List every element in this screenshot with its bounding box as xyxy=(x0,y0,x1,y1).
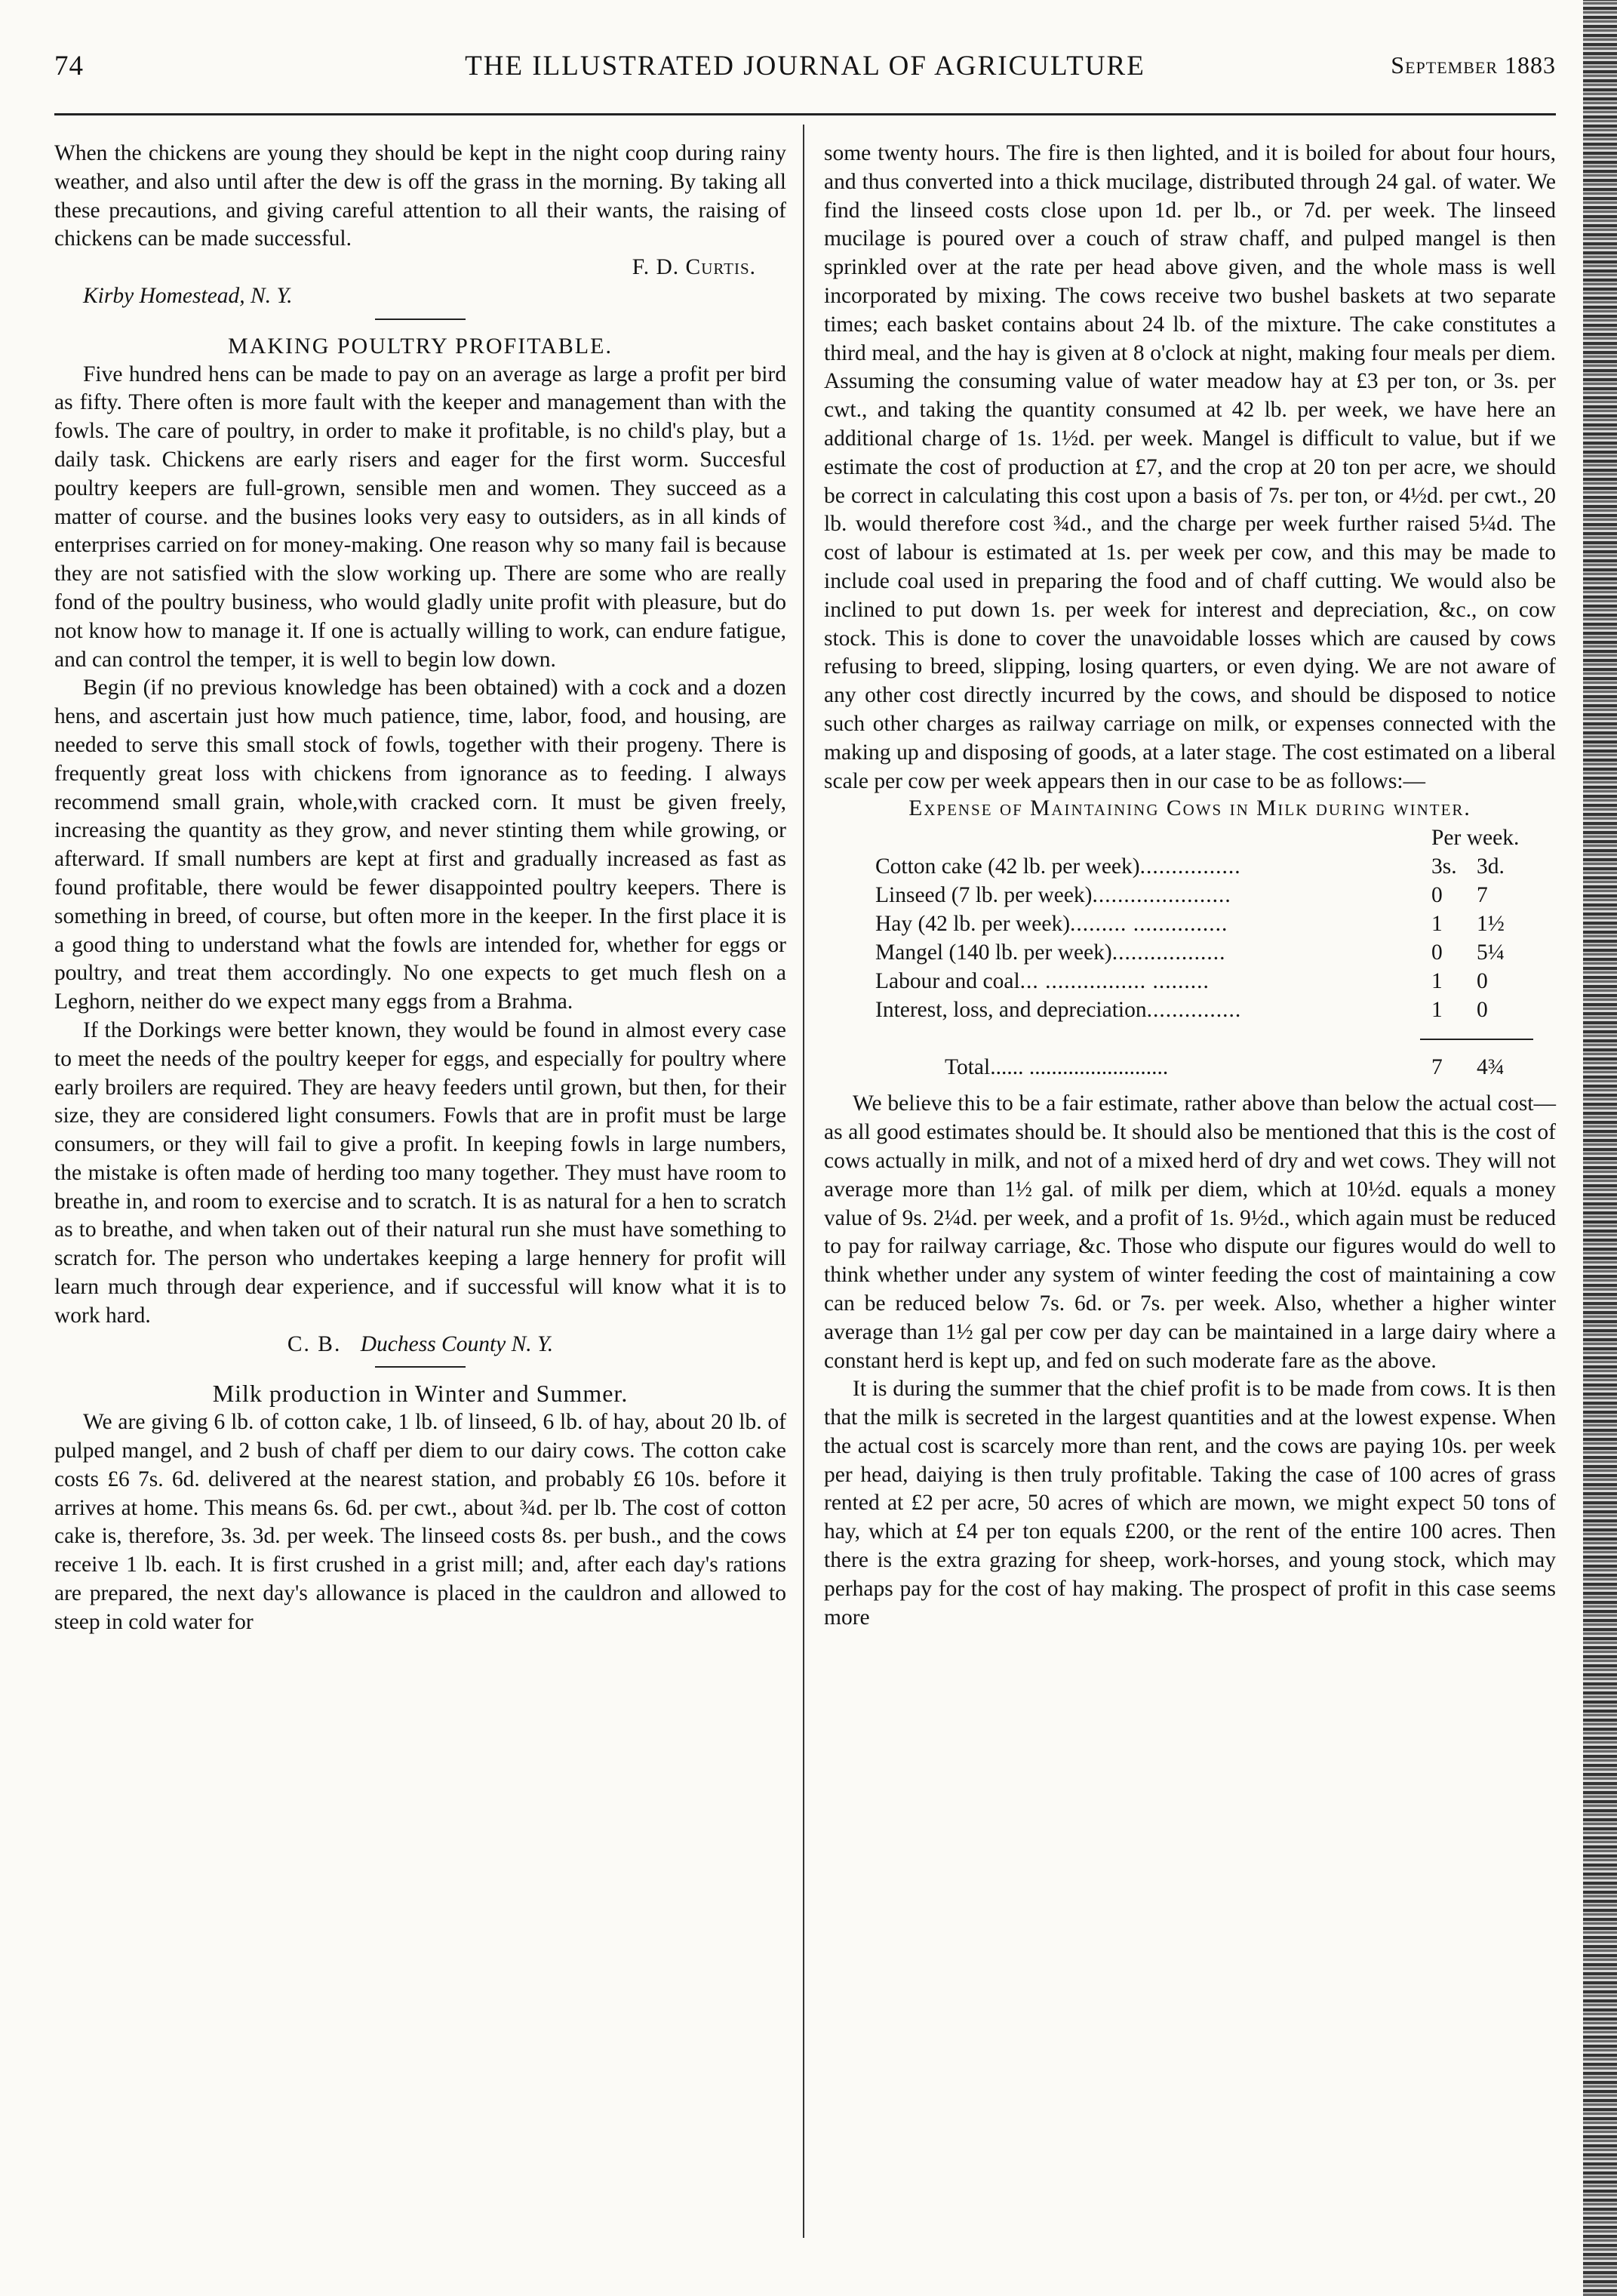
table-item: Labour and coal xyxy=(875,969,1020,994)
page-number: 74 xyxy=(54,51,84,82)
section-heading-poultry: MAKING POULTRY PROFITABLE. xyxy=(228,333,613,359)
table-row xyxy=(824,968,1556,996)
journal-title: THE ILLUSTRATED JOURNAL OF AGRICULTURE xyxy=(465,51,1145,82)
table-row xyxy=(824,939,1556,968)
table-leader-dots: ......... ............... xyxy=(1070,912,1228,937)
table-item: Interest, loss, and depreciation xyxy=(875,998,1147,1023)
left-column xyxy=(54,140,786,1637)
table-leader-dots: ................ xyxy=(1139,854,1241,879)
table-total-shillings: 7 xyxy=(1431,1055,1443,1080)
byline-location: Duchess County N. Y. xyxy=(360,1331,554,1356)
body-paragraph: Begin (if no previous knowledge has been obtained) with a cock and a dozen hens, and ascertain just how much patience, time, labor, food, and housing, are needed to serve this small stock of fowls, together with their progeny. There is frequently great loss with chickens from ignorance as to feeding. I always recommend small grain, whole,with cracked corn. It must be given freely, increasing the quantity as they grow, and never stinting them while growing, or afterward. If small numbers are kept at first and gradually increased as fast as found profitable, there would be fewer disappointed poultry keepers. There is something in breed, of course, but often more in the keeper. In the first place it is a good thing to understand what the fowls are intended for, whether for eggs or poultry, and treat them accordingly. No one expects to get much flesh on a Leghorn, neither do we expect many eggs from a Brahma. xyxy=(54,676,786,1014)
table-row xyxy=(824,910,1556,939)
table-total-rule-row xyxy=(824,1025,1556,1054)
table-row xyxy=(824,882,1556,910)
table-leader-dots: ............... xyxy=(1146,998,1242,1023)
body-paragraph: We believe this to be a fair estimate, rather above than below the actual cost—as all good estimates should be. It should also be mentioned that this is the cost of cows actually in milk, and not of a mixed herd of dry and wet cows. They will not average more than 1½ gal. of milk per diem, which at 10½d. equals a money value of 9s. 2¼d. per week, and a profit of 1s. 9½d., which again must be reduced to pay for railway carriage, &c. Those who dispute our figures would do well to think whether under any system of winter feeding the cost of maintaining a cow can be reduced below 7s. 6d. or 7s. per week. Also, whether a higher winter average than 1½ gal per cow per day can be maintained in a large dairy where a constant herd is kept up, and fed on such moderate fare as the above. xyxy=(824,1091,1556,1373)
section-rule xyxy=(375,319,466,320)
table-pence: 7 xyxy=(1477,883,1488,908)
body-paragraph: We are giving 6 lb. of cotton cake, 1 lb. of linseed, 6 lb. of hay, about 20 lb. of pulped mangel, and 2 bush of chaff per diem to our dairy cows. The cotton cake costs £6 7s. 6d. delivered at the nearest station, and probably £6 10s. before it arrives at home. This means 6s. 6d. per cwt., about ¾d. per lb. The cost of cotton cake is, therefore, 3s. 3d. per week. The linseed costs 8s. per bush., and the cows receive 1 lb. each. It is first crushed in a grist mill; and, after each day's rations are prepared, the next day's allowance is placed in the cauldron and allowed to steep in cold water for xyxy=(54,1410,786,1634)
page-edge-binding xyxy=(1583,0,1617,2296)
table-header-row xyxy=(824,824,1556,853)
table-shillings: 1 xyxy=(1431,969,1443,994)
table-pence: 3d. xyxy=(1477,854,1505,879)
table-shillings: 3s. xyxy=(1431,854,1457,879)
table-shillings: 1 xyxy=(1431,998,1443,1023)
intro-paragraph: When the chickens are young they should be kept in the night coop during rainy weather, and also until after the dew is off the grass in the morning. By taking all these precautions, and giving careful attention to all their wants, the raising of chickens can be made successful. xyxy=(54,141,786,251)
table-leader-dots: ...................... xyxy=(1092,883,1231,908)
table-total-rule xyxy=(1420,1039,1533,1040)
table-header-per-week: Per week. xyxy=(1431,826,1520,851)
table-leader-dots: ...... ......................... xyxy=(990,1055,1169,1080)
body-paragraph: If the Dorkings were better known, they would be found in almost every case to meet the needs of the poultry keeper for eggs, and especially for poultry where early broilers are required. They are heavy feeders until grown, but then, for their size, they are considered light consumers. Fowls that are in profit must be large consumers, or they will fail to give a profit. In keeping fowls in large numbers, the mistake is often made of herding too many together. They must have room to breathe in, and room to exercise and to scratch. It is as natural for a hen to scratch as to breathe, and when taken out of their natural run she must have something to scratch for. The person who undertakes keeping a large hennery for profit will learn much through dear experience, and if successful will know what it is to work hard. xyxy=(54,1017,786,1328)
table-total-row xyxy=(824,1054,1556,1082)
body-paragraph: Five hundred hens can be made to pay on an average as large a profit per bird as fifty. There often is more fault with the keeper and management than with the fowls. The care of poultry, in order to make it profitable, is no child's play, but a daily task. Chickens are early risers and eager for the first worm. Succesful poultry keepers are full-grown, sensible men and women. They succeed as a matter of course. and the busines looks very easy to outsiders, as in all kinds of enterprises carried on for money-making. One reason why so many fail is because they are not satisfied with the slow working up. There are some who are really fond of the poultry business, who would gladly unite profit with pleasure, but do not know how to manage it. If one is actually willing to work, can endure fatigue, and can control the temper, it is well to begin low down. xyxy=(54,362,786,672)
table-total-label: Total xyxy=(945,1055,991,1080)
section-rule xyxy=(375,1366,466,1368)
table-leader-dots: ... ................ ......... xyxy=(1019,969,1210,994)
table-pence: 0 xyxy=(1477,998,1488,1023)
table-row xyxy=(824,996,1556,1025)
issue-date: September 1883 xyxy=(1391,51,1556,78)
table-row xyxy=(824,853,1556,882)
table-pence: 5¼ xyxy=(1477,940,1505,965)
byline xyxy=(54,1331,786,1359)
table-shillings: 1 xyxy=(1431,912,1443,937)
table-item: Cotton cake (42 lb. per week) xyxy=(875,854,1140,879)
table-total-pence: 4¾ xyxy=(1477,1055,1505,1080)
expense-table xyxy=(824,824,1556,1082)
signature-place: Kirby Homestead, N. Y. xyxy=(83,283,293,308)
signature-name: F. D. Curtis. xyxy=(632,255,756,280)
table-item: Hay (42 lb. per week) xyxy=(875,912,1071,937)
table-leader-dots: .................. xyxy=(1111,940,1226,965)
table-item: Linseed (7 lb. per week) xyxy=(875,883,1093,908)
expense-table-title: Expense of Maintaining Cows in Milk during winter. xyxy=(908,796,1471,821)
page-header xyxy=(54,47,1556,86)
table-item: Mangel (140 lb. per week) xyxy=(875,940,1112,965)
column-divider xyxy=(803,125,804,2238)
header-rule xyxy=(54,113,1556,115)
body-paragraph: It is during the summer that the chief profit is to be made from cows. It is then that the milk is secreted in the largest quantities and at the lowest expense. When the actual cost is scarcely more than rent, and the cows are paying 10s. per week per head, daiying is then truly profitable. Taking the case of 100 acres of grass rented at £2 per acre, 50 acres of which are mown, we might expect 50 tons of hay, which at £4 per ton equals £200, or the rent of the entire 100 acres. Then there is the extra grazing for sheep, work-horses, and young stock, which may perhaps pay for the cost of hay making. The prospect of profit in this case seems more xyxy=(824,1377,1556,1630)
table-pence: 1½ xyxy=(1477,912,1505,937)
section-heading-milk: Milk production in Winter and Summer. xyxy=(212,1380,629,1408)
table-shillings: 0 xyxy=(1431,940,1443,965)
table-shillings: 0 xyxy=(1431,883,1443,908)
byline-initials: C. B. xyxy=(287,1331,342,1356)
right-column xyxy=(824,140,1556,1632)
table-pence: 0 xyxy=(1477,969,1488,994)
continuation-paragraph: some twenty hours. The fire is then lighted, and it is boiled for about four hours, and thus converted into a thick mucilage, distributed through 24 gal. of water. We find the linseed costs close upon 1d. per lb., or 7d. per week. The linseed mucilage is poured over a couch of straw chaff, and pulped mangel is then sprinkled over at the rate per head above given, and the whole mass is well incorporated by mixing. The cows receive two bushel baskets at two separate times; each basket contains about 24 lb. of the mixture. The cake constitutes a third meal, and the hay is given at 8 o'clock at night, making four meals per diem. Assuming the consuming value of water meadow hay at £3 per ton, or 3s. per cwt., and taking the quantity consumed at 42 lb. per week, we have here an additional charge of 1s. 1½d. per week. Mangel is difficult to value, but if we estimate the cost of production at £7, and the crop at 20 ton per acre, we should be correct in calculating this cost upon a basis of 7s. per ton, or 4½d. per cwt., 20 lb. would therefore cost ¾d., and the charge per week further raised 5¼d. The cost of labour is estimated at 1s. per week per cow, and this may be made to include coal used in preparing the food and of chaff cutting. We would also be inclined to put down 1s. per week for interest and depreciation, &c., on cow stock. This is done to cover the unavoidable losses which are caused by cows refusing to breed, slipping, losing quarters, or even dying. We are not aware of any other cost directly incurred by the cows, and should be disposed to notice such other charges as railway carriage on milk, or expenses connected with the making up and disposing of goods, at a later stage. The cost estimated on a liberal scale per cow per week appears then in our case to be as follows:— xyxy=(824,141,1556,793)
